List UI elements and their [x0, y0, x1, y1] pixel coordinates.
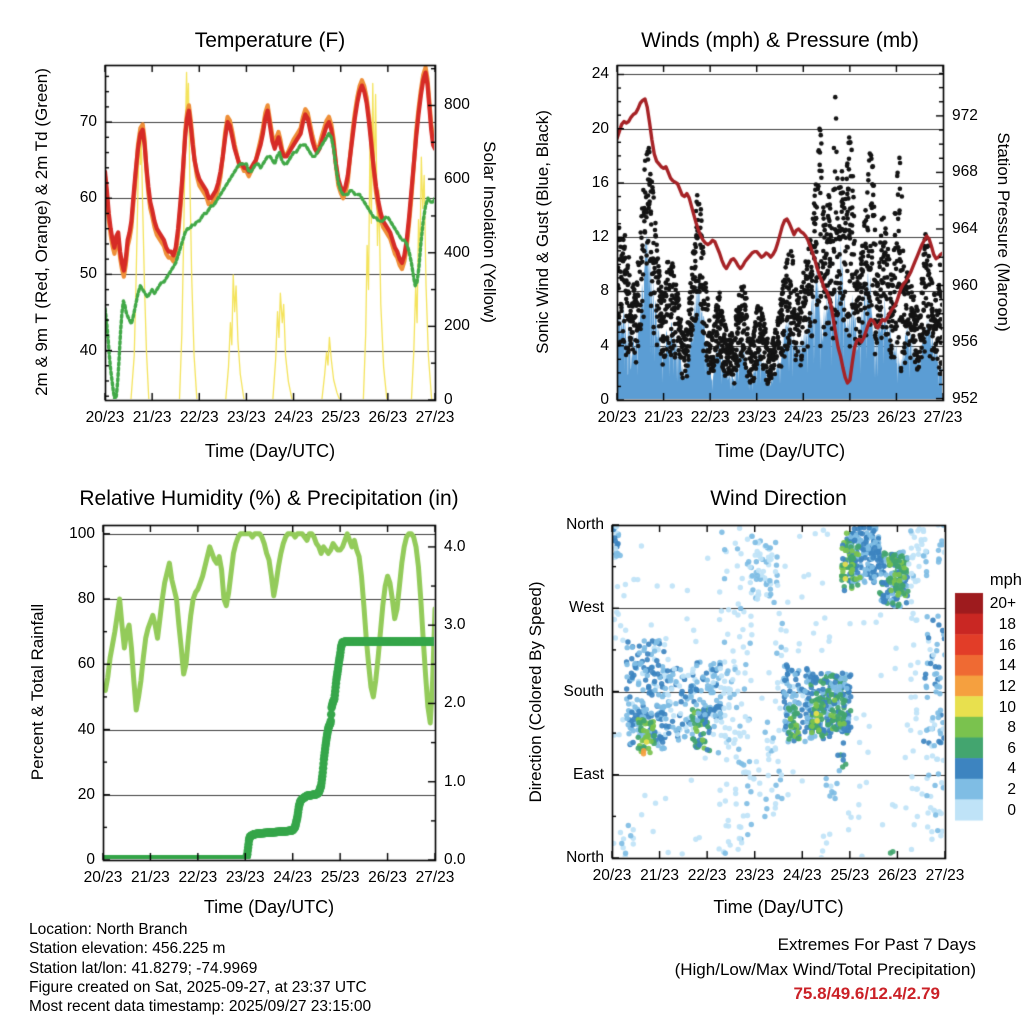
y-tick-label-right: 964 — [952, 219, 978, 237]
y-tick-label-right: 960 — [952, 276, 978, 294]
extremes-subtitle: (High/Low/Max Wind/Total Precipitation) — [674, 959, 976, 979]
y-tick-label-right: 0.0 — [444, 851, 466, 868]
x-tick-label: 27/23 — [923, 409, 963, 426]
wind-direction-x-axis-label: Time (Day/UTC) — [713, 897, 844, 917]
footer-created: Figure created on Sat, 2025-09-27, at 23:37 UTC — [29, 978, 367, 996]
x-tick-label: 24/23 — [783, 409, 823, 426]
station-info — [29, 920, 371, 1016]
solar-insolation-axis-label: Solar Insolation (Yellow) — [480, 141, 499, 323]
footer-timestamp: Most recent data timestamp: 2025/09/27 23:15:00 — [29, 998, 372, 1016]
y-tick-label-right: 0 — [444, 391, 453, 408]
direction-tick-label: West — [568, 599, 604, 617]
y-tick-label-right: 400 — [444, 243, 470, 261]
colorbar-tick-label: 4 — [1007, 760, 1016, 778]
x-tick-label: 25/23 — [830, 867, 870, 884]
colorbar-tick-label: 6 — [1007, 739, 1016, 757]
humidity-precip-title: Relative Humidity (%) & Precipitation (in) — [79, 487, 459, 510]
y-tick-label-left: 80 — [77, 590, 95, 608]
wind-direction-title: Wind Direction — [710, 487, 847, 510]
colorbar-tick-label: 8 — [1007, 719, 1016, 737]
winds-x-axis-label: Time (Day/UTC) — [714, 441, 846, 461]
y-tick-label-right: 3.0 — [444, 616, 466, 634]
y-tick-label-right: 4.0 — [444, 537, 466, 555]
y-tick-label-left: 100 — [69, 524, 95, 542]
x-tick-label: 23/23 — [737, 409, 777, 426]
humidity-x-axis-label: Time (Day/UTC) — [203, 897, 335, 917]
wind-gust-y-axis-label: Sonic Wind & Gust (Blue, Black) — [533, 110, 552, 354]
direction-tick-label: North — [566, 849, 604, 866]
y-tick-label-right: 2.0 — [444, 694, 466, 712]
x-tick-label: 22/23 — [690, 409, 730, 426]
direction-tick-label: East — [572, 765, 604, 783]
y-tick-label-left: 70 — [79, 113, 97, 131]
extremes-values: 75.8/49.6/12.4/2.79 — [793, 984, 940, 1003]
extremes-title: Extremes For Past 7 Days — [777, 935, 976, 954]
colorbar-tick-label: 14 — [998, 657, 1016, 675]
station-pressure-axis-label: Station Pressure (Maroon) — [994, 132, 1013, 332]
x-tick-label: 21/23 — [131, 869, 170, 886]
x-tick-label: 20/23 — [85, 409, 125, 426]
x-tick-label: 25/23 — [321, 409, 361, 426]
x-tick-label: 21/23 — [640, 867, 679, 884]
x-tick-label: 23/23 — [227, 409, 266, 426]
x-tick-label: 24/23 — [273, 869, 313, 886]
y-tick-label-right: 952 — [952, 389, 978, 407]
y-tick-label-left: 12 — [591, 228, 609, 246]
colorbar-tick-label: 18 — [998, 615, 1016, 633]
x-tick-label: 26/23 — [368, 409, 408, 426]
y-tick-label-left: 40 — [79, 341, 97, 359]
y-tick-label-right: 600 — [444, 170, 470, 188]
direction-y-axis-label: Direction (Colored By Speed) — [526, 581, 545, 803]
x-tick-label: 27/23 — [415, 869, 455, 886]
y-tick-label-right: 968 — [952, 163, 978, 181]
x-tick-label: 25/23 — [830, 409, 870, 426]
colorbar-tick-label: 2 — [1007, 781, 1016, 799]
footer-latlon: Station lat/lon: 41.8279; -74.9969 — [29, 959, 258, 977]
x-tick-label: 27/23 — [415, 409, 455, 426]
y-tick-label-right: 1.0 — [444, 772, 466, 790]
temperature-title: Temperature (F) — [194, 29, 346, 52]
y-tick-label-left: 8 — [600, 282, 609, 300]
x-tick-label: 26/23 — [878, 867, 917, 884]
y-tick-label-left: 24 — [591, 65, 609, 83]
x-tick-label: 25/23 — [320, 869, 360, 886]
x-tick-label: 26/23 — [368, 869, 407, 886]
direction-tick-label: South — [563, 682, 604, 700]
extremes-summary — [675, 933, 976, 1007]
temperature-x-axis-label: Time (Day/UTC) — [204, 441, 336, 461]
y-tick-label-right: 200 — [444, 317, 470, 335]
y-tick-label-right: 972 — [952, 106, 978, 124]
y-tick-label-right: 956 — [952, 333, 978, 351]
percent-rainfall-y-axis-label: Percent & Total Rainfall — [28, 603, 47, 781]
x-tick-label: 22/23 — [178, 869, 218, 886]
temperature-y-axis-label: 2m & 9m T (Red, Orange) & 2m Td (Green) — [32, 68, 51, 396]
x-tick-label: 23/23 — [735, 867, 775, 884]
colorbar-tick-label: 20+ — [989, 595, 1016, 613]
x-tick-label: 24/23 — [782, 867, 822, 884]
x-tick-label: 23/23 — [225, 869, 265, 886]
y-tick-label-right: 800 — [444, 96, 470, 114]
y-tick-label-left: 60 — [77, 655, 95, 673]
x-tick-label: 20/23 — [597, 409, 637, 426]
x-tick-label: 22/23 — [179, 409, 219, 426]
x-tick-label: 20/23 — [83, 869, 123, 886]
x-tick-label: 22/23 — [687, 867, 727, 884]
y-tick-label-left: 40 — [77, 720, 95, 738]
y-tick-label-left: 0 — [600, 391, 609, 408]
y-tick-label-left: 60 — [79, 189, 97, 207]
y-tick-label-left: 50 — [79, 265, 97, 283]
y-tick-label-left: 4 — [600, 336, 609, 354]
colorbar-tick-label: 12 — [998, 677, 1016, 695]
x-tick-label: 21/23 — [644, 409, 683, 426]
colorbar-tick-label: 0 — [1007, 801, 1016, 819]
x-tick-label: 26/23 — [877, 409, 916, 426]
colorbar-units-label: mph — [989, 571, 1022, 589]
colorbar-tick-label: 10 — [998, 698, 1016, 716]
x-tick-label: 21/23 — [132, 409, 172, 426]
winds-pressure-title: Winds (mph) & Pressure (mb) — [641, 29, 919, 52]
x-tick-label: 24/23 — [274, 409, 313, 426]
x-tick-label: 27/23 — [925, 867, 965, 884]
footer-location: Location: North Branch — [29, 921, 188, 938]
footer-elevation: Station elevation: 456.225 m — [29, 940, 226, 958]
y-tick-label-left: 20 — [77, 785, 95, 803]
direction-tick-label: North — [566, 516, 604, 533]
y-tick-label-left: 16 — [591, 173, 609, 191]
x-tick-label: 20/23 — [592, 867, 632, 884]
y-tick-label-left: 20 — [591, 119, 609, 137]
y-tick-label-left: 0 — [86, 851, 95, 868]
colorbar-tick-label: 16 — [998, 636, 1016, 654]
